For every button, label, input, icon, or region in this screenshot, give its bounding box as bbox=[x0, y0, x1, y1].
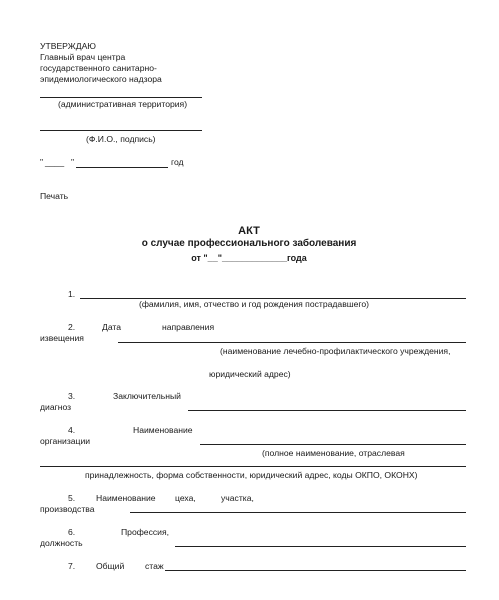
approval-date-close-quote: " bbox=[71, 157, 75, 167]
item1-caption: (фамилия, имя, отчество и год рождения пострадавшего) bbox=[139, 299, 370, 309]
item6-line bbox=[175, 546, 466, 547]
item5-line bbox=[130, 512, 466, 513]
name-signature-caption: (Ф.И.О., подпись) bbox=[86, 134, 156, 144]
item5-word-shop: цеха, bbox=[175, 493, 196, 503]
item7-number: 7. bbox=[68, 561, 76, 571]
item4-line2 bbox=[40, 466, 466, 467]
item1-number: 1. bbox=[68, 289, 76, 299]
act-title: АКТ bbox=[238, 225, 260, 237]
item2-word-date: Дата bbox=[102, 322, 122, 332]
item2-caption-line2: юридический адрес) bbox=[209, 369, 291, 379]
item4-number: 4. bbox=[68, 425, 76, 435]
territory-caption: (административная территория) bbox=[58, 99, 188, 109]
territory-line bbox=[40, 97, 202, 98]
item2-word-direction: направления bbox=[162, 322, 215, 332]
item5-word-production: производства bbox=[40, 504, 95, 514]
item2-line bbox=[118, 342, 466, 343]
item4-word-organization: организации bbox=[40, 436, 91, 446]
act-subtitle: о случае профессионального заболевания bbox=[141, 238, 357, 249]
approval-date-open-quote: " bbox=[40, 157, 44, 167]
item4-caption-line2: принадлежность, форма собственности, юридический адрес, коды ОКПО, ОКОНХ) bbox=[85, 470, 418, 480]
item7-word-experience: стаж bbox=[145, 561, 164, 571]
item3-number: 3. bbox=[68, 391, 76, 401]
name-signature-line bbox=[40, 130, 202, 131]
item7-line bbox=[165, 570, 466, 571]
item2-caption-line1: (наименование лечебно-профилактического учреждения, bbox=[220, 346, 451, 356]
item2-number: 2. bbox=[68, 322, 76, 332]
item5-number: 5. bbox=[68, 493, 76, 503]
approval-position-line3: эпидемиологического надзора bbox=[40, 74, 162, 84]
approval-position-line1: Главный врач центра bbox=[40, 52, 126, 62]
item3-word-final: Заключительный bbox=[113, 391, 181, 401]
item4-caption-line1: (полное наименование, отраслевая bbox=[262, 448, 405, 458]
item6-word-position: должность bbox=[40, 538, 83, 548]
item5-word-section: участка, bbox=[221, 493, 254, 503]
item6-word-profession: Профессия, bbox=[121, 527, 170, 537]
item3-word-diagnosis: диагноз bbox=[40, 402, 72, 412]
approval-heading: УТВЕРЖДАЮ bbox=[40, 41, 96, 51]
item5-word-name: Наименование bbox=[96, 493, 156, 503]
item6-number: 6. bbox=[68, 527, 76, 537]
act-date: от "__"_____________года bbox=[191, 253, 307, 263]
item7-word-total: Общий bbox=[96, 561, 125, 571]
approval-position-line2: государственного санитарно- bbox=[40, 63, 157, 73]
item3-line bbox=[188, 410, 466, 411]
item4-line bbox=[200, 444, 466, 445]
approval-date-year: год bbox=[171, 157, 184, 167]
item4-word-name: Наименование bbox=[133, 425, 193, 435]
item2-word-notice: извещения bbox=[40, 333, 84, 343]
approval-date-month-line bbox=[76, 167, 168, 168]
approval-date-day: ____ bbox=[45, 157, 65, 167]
stamp-label: Печать bbox=[40, 191, 69, 201]
